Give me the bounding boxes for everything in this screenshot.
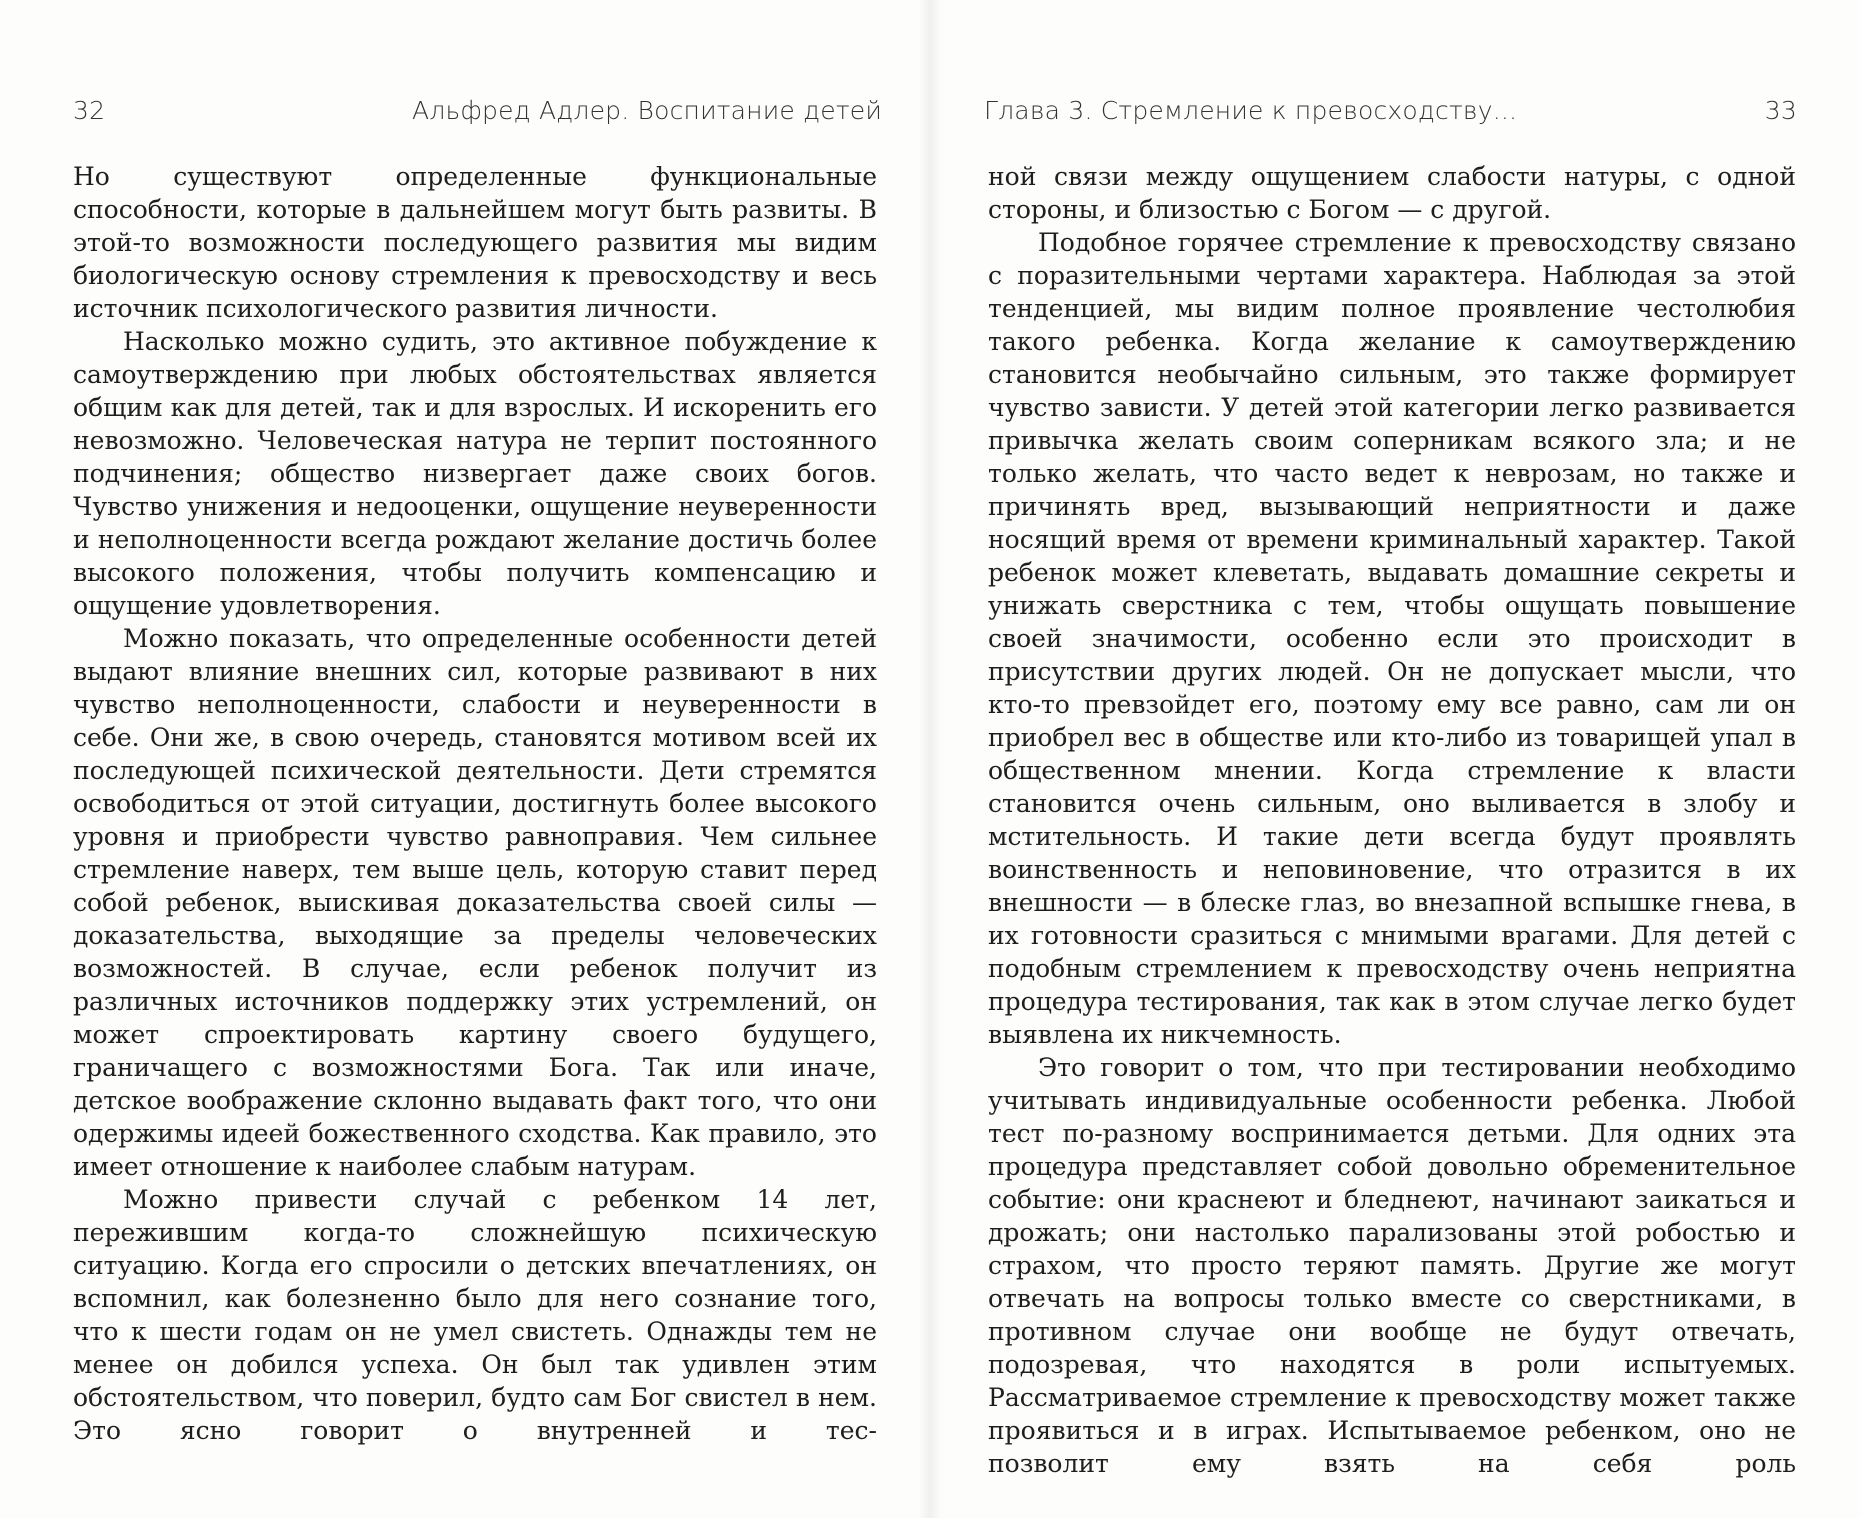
right-page bbox=[930, 0, 1860, 1518]
left-page-header bbox=[73, 96, 882, 132]
right-paragraph-1: ной связи между ощущением слабости натуры, с одной стороны, и близостью с Богом — с другой. bbox=[988, 162, 1796, 224]
right-paragraph-3: Это говорит о том, что при тестировании необходимо учитывать индивидуальные особенности ребенка. Любой тест по-разному воспринимается детьми. Для одних эта процедура представляет собой довольно обременительное событие: они краснеют и бледнеют, начинают заикаться и дрожать; они настолько парализованы этой робостью и страхом, что просто теряют память. Другие же могут отвечать на вопросы только вместе со сверстниками, в противном случае они вообще не будут отвечать, подозревая, что находятся в роли испытуемых. Рассматриваемое стремление к превосходству может также проявиться и в играх. Испытываемое ребенком, оно не позволит ему взять на себя роль bbox=[988, 1053, 1796, 1478]
left-page-number: 32 bbox=[73, 96, 106, 125]
left-page-body bbox=[73, 160, 877, 1447]
left-paragraph-3: Можно показать, что определенные особенности детей выдают влияние внешних сил, которые развивают в них чувство неполноценности, слабости и неуверенности в себе. Они же, в свою очередь, становятся мотивом всей их последующей психической деятельности. Дети стремятся освободиться от этой ситуации, достигнуть более высокого уровня и приобрести чувство равноправия. Чем сильнее стремление наверх, тем выше цель, которую ставит перед собой ребенок, выискивая доказательства своей силы — доказательства, выходящие за пределы человеческих возможностей. В случае, если ребенок получит из различных источников поддержку этих устремлений, он может спроектировать картину своего будущего, граничащего с возможностями Бога. Так или иначе, детское воображение склонно выдавать факт того, что они одержимы идеей божественного сходства. Как правило, это имеет отношение к наиболее слабым натурам. bbox=[73, 624, 877, 1181]
right-page-body bbox=[988, 160, 1796, 1480]
right-page-header bbox=[984, 96, 1797, 132]
left-paragraph-2: Насколько можно судить, это активное побуждение к самоутверждению при любых обстоятельствах является общим как для детей, так и для взрослых. И искоренить его невозможно. Человеческая натура не терпит постоянного подчинения; общество низвергает даже своих богов. Чувство унижения и недооценки, ощущение неуверенности и неполноценности всегда рождают желание достичь более высокого положения, чтобы получить компенсацию и ощущение удовлетворения. bbox=[73, 327, 877, 620]
right-running-header: Глава 3. Стремление к превосходству... bbox=[984, 96, 1518, 125]
left-running-header: Альфред Адлер. Воспитание детей bbox=[412, 96, 882, 125]
right-paragraph-2: Подобное горячее стремление к превосходству связано с поразительными чертами характера. Наблюдая за этой тенденцией, мы видим полное проявление честолюбия такого ребенка. Когда желание к самоутверждению становится необычайно сильным, это также формирует чувство зависти. У детей этой категории легко развивается привычка желать своим соперникам всякого зла; и не только желать, что часто ведет к неврозам, но также и причинять вред, вызывающий неприятности и даже носящий время от времени криминальный характер. Такой ребенок может клеветать, выдавать домашние секреты и унижать сверстника с тем, чтобы ощущать повышение своей значимости, особенно если это происходит в присутствии других людей. Он не допускает мысли, что кто-то превзойдет его, поэтому ему все равно, сам ли он приобрел вес в обществе или кто-либо из товарищей упал в общественном мнении. Когда стремление к власти становится очень сильным, оно выливается в злобу и мстительность. И такие дети всегда будут проявлять воинственность и неповиновение, что отразится в их внешности — в блеске глаз, во внезапной вспышке гнева, в их готовности сразиться с мнимыми врагами. Для детей с подобным стремлением к превосходству очень неприятна процедура тестирования, так как в этом случае легко будет выявлена их никчемность. bbox=[988, 228, 1796, 1049]
left-paragraph-1: Но существуют определенные функциональные способности, которые в дальнейшем могут быть развиты. В этой-то возможности последующего развития мы видим биологическую основу стремления к превосходству и весь источник психологического развития личности. bbox=[73, 162, 877, 323]
left-paragraph-4: Можно привести случай с ребенком 14 лет, пережившим когда-то сложнейшую психическую ситуацию. Когда его спросили о детских впечатлениях, он вспомнил, как болезненно было для него сознание того, что к шести годам он не умел свистеть. Однажды тем не менее он добился успеха. Он был так удивлен этим обстоятельством, что поверил, будто сам Бог свистел в нем. Это ясно говорит о внутренней и тес- bbox=[73, 1185, 877, 1445]
right-page-number: 33 bbox=[1764, 96, 1797, 125]
